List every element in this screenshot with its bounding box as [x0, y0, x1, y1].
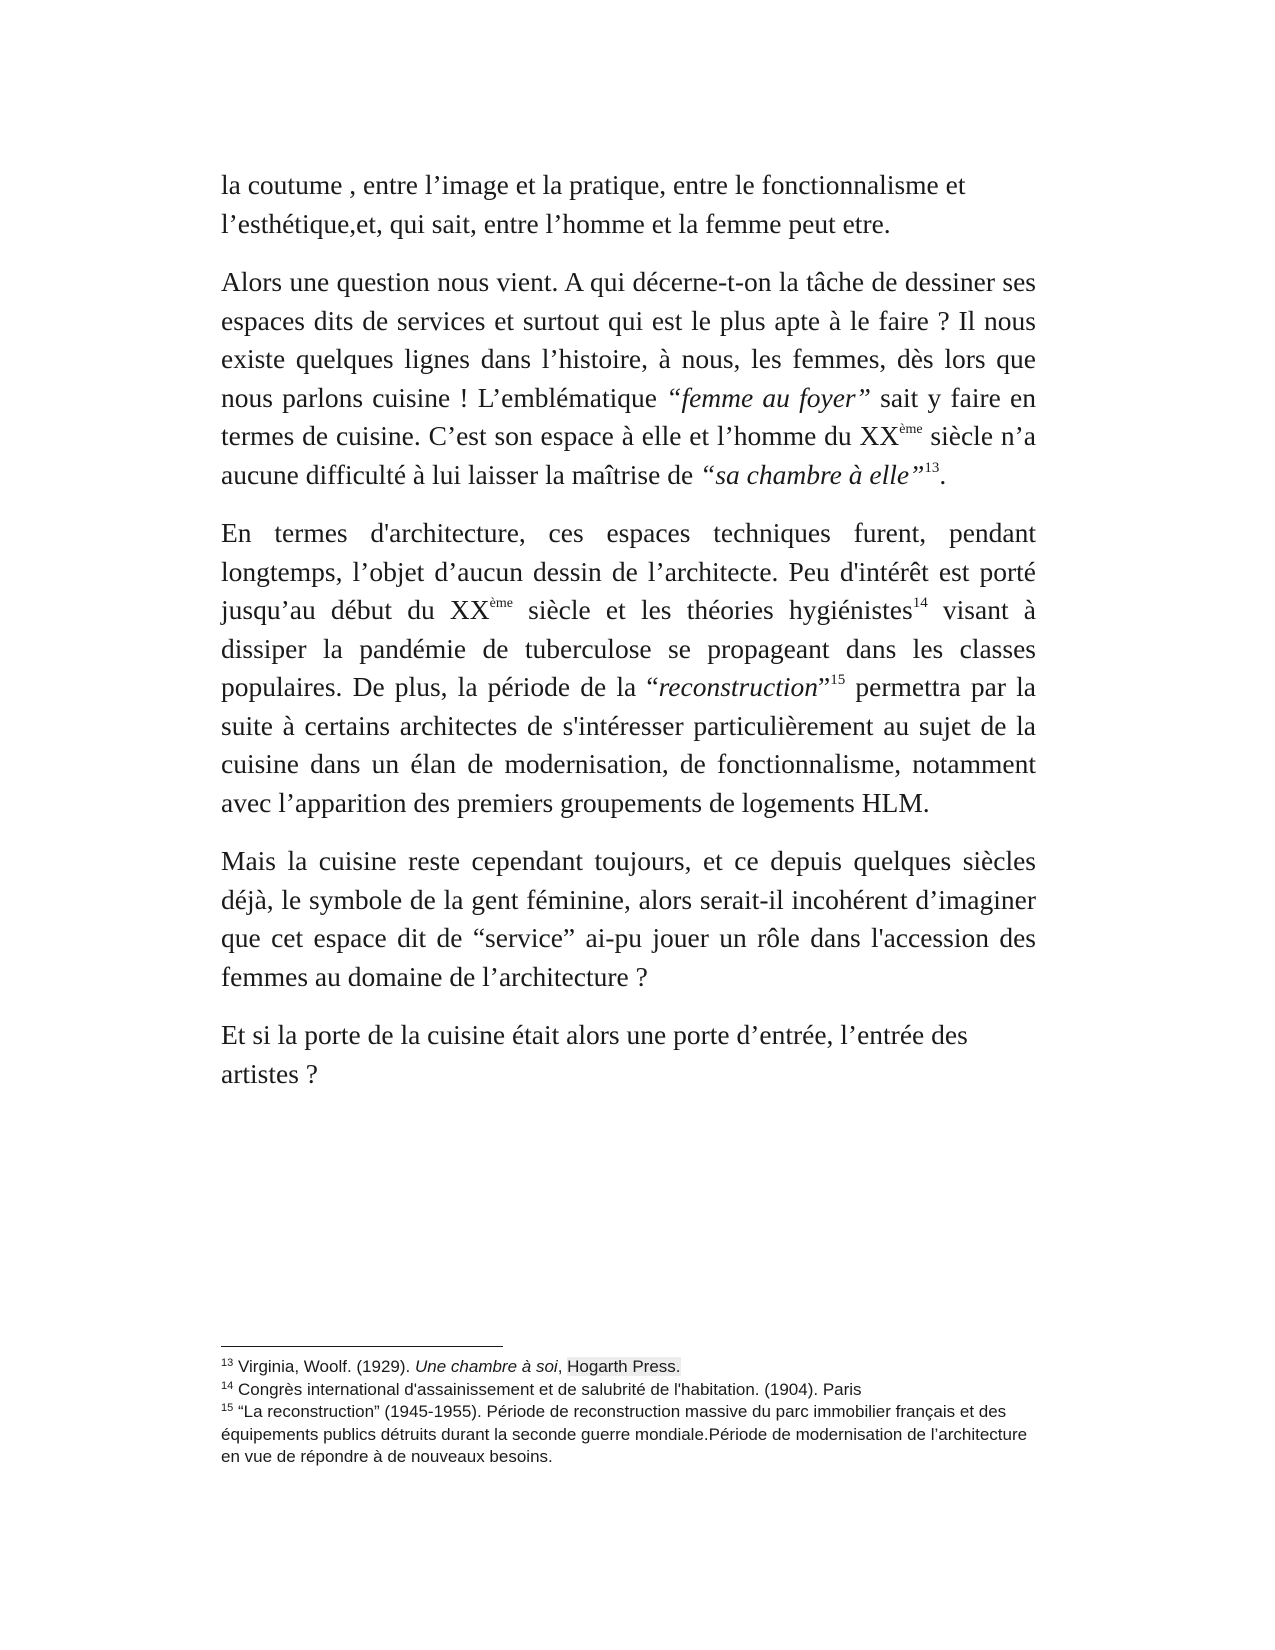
- paragraph-5-text: Et si la porte de la cuisine était alors une porte d’entrée, l’entrée des artistes ?: [221, 1019, 968, 1089]
- quote-femme-au-foyer: “femme au foyer”: [666, 381, 871, 413]
- body-text: [221, 166, 1036, 1113]
- paragraph-3-text: siècle et les théories hygiénistes: [512, 594, 913, 625]
- footnote-14: [221, 1379, 1036, 1402]
- paragraph-1-text: la coutume , entre l’image et la pratique, entre le fonctionnalisme et l’esthétique,et, qui sait, entre l’homme et la femme peut etre.: [221, 169, 966, 239]
- paragraph-2-text: sait y faire en termes de cuisine. C’est son espace à elle et l’homme du XX: [221, 381, 1036, 451]
- footnote-15-text: “La reconstruction” (1945-1955). Période de reconstruction massive du parc immobilier français et des équipements publics détruits durant la seconde guerre mondiale.Période de modernisation de l’architecture en vue de répondre à de nouveaux besoins.: [221, 1402, 1028, 1466]
- ordinal-superscript: ème: [899, 422, 923, 437]
- paragraph-3-text: En termes d'architecture, ces espaces techniques furent, pendant longtemps, l’objet d’aucun dessin de l’architecte. Peu d'intérêt est porté jusqu’au début du XX: [221, 517, 1036, 625]
- paragraph-3-text: visant à dissiper la pandémie de tuberculose se propageant dans les classes populaires. De plus, la période de la “: [221, 594, 1036, 702]
- footnote-13-title: Une chambre à soi: [415, 1357, 558, 1376]
- footnote-15: [221, 1401, 1036, 1469]
- paragraph-5: [221, 1016, 1036, 1093]
- paragraph-4: [221, 842, 1036, 996]
- paragraph-2-text: siècle n’a aucune difficulté à lui laisser la maîtrise de: [221, 420, 1036, 490]
- paragraph-4-text: Mais la cuisine reste cependant toujours, et ce depuis quelques siècles déjà, le symbole de la gent féminine, alors serait-il incohérent d’imaginer que cet espace dit de “service” ai-pu jouer un rôle dans l'accession des femmes au domaine de l’architecture ?: [221, 845, 1036, 992]
- italic-reconstruction: reconstruction: [658, 671, 818, 702]
- ordinal-superscript: ème: [489, 596, 513, 611]
- footnote-13: [221, 1356, 1036, 1379]
- footnote-13-text: Virginia, Woolf. (1929).: [233, 1357, 415, 1376]
- paragraph-2-text: Alors une question nous vient. A qui décerne-t-on la tâche de dessiner ses espaces dits de services et surtout qui est le plus apte à le faire ? Il nous existe quelques lignes dans l’histoire, à nous, les femmes, dès lors que nous parlons cuisine ! L’emblématique: [221, 266, 1036, 413]
- paragraph-1: [221, 166, 1036, 243]
- paragraph-3-text: ”: [817, 671, 831, 702]
- footnote-14-text: Congrès international d'assainissement et de salubrité de l'habitation. (1904). Paris: [233, 1379, 862, 1399]
- paragraph-2: [221, 263, 1036, 494]
- footnote-ref-15[interactable]: 15: [830, 672, 846, 688]
- paragraph-2-text: .: [939, 458, 947, 490]
- footnote-number: 15: [221, 1402, 234, 1414]
- footnote-13-publisher: Hogarth Press.: [567, 1357, 681, 1376]
- paragraph-3: [221, 514, 1036, 822]
- footnote-ref-13[interactable]: 13: [924, 459, 940, 476]
- paragraph-3-text: permettra par la suite à certains architectes de s'intéresser particulièrement au sujet de la cuisine dans un élan de modernisation, de fonctionnalisme, notamment avec l’apparition des premiers groupements de logements HLM.: [221, 671, 1036, 818]
- footnote-13-text: ,: [557, 1357, 568, 1376]
- footnotes: [221, 1356, 1036, 1469]
- footnote-ref-14[interactable]: 14: [912, 595, 928, 611]
- footnote-separator: [221, 1346, 503, 1347]
- footnote-number: 14: [221, 1379, 234, 1392]
- quote-sa-chambre-a-elle: “sa chambre à elle”: [700, 458, 925, 490]
- footnote-number: 13: [221, 1357, 234, 1369]
